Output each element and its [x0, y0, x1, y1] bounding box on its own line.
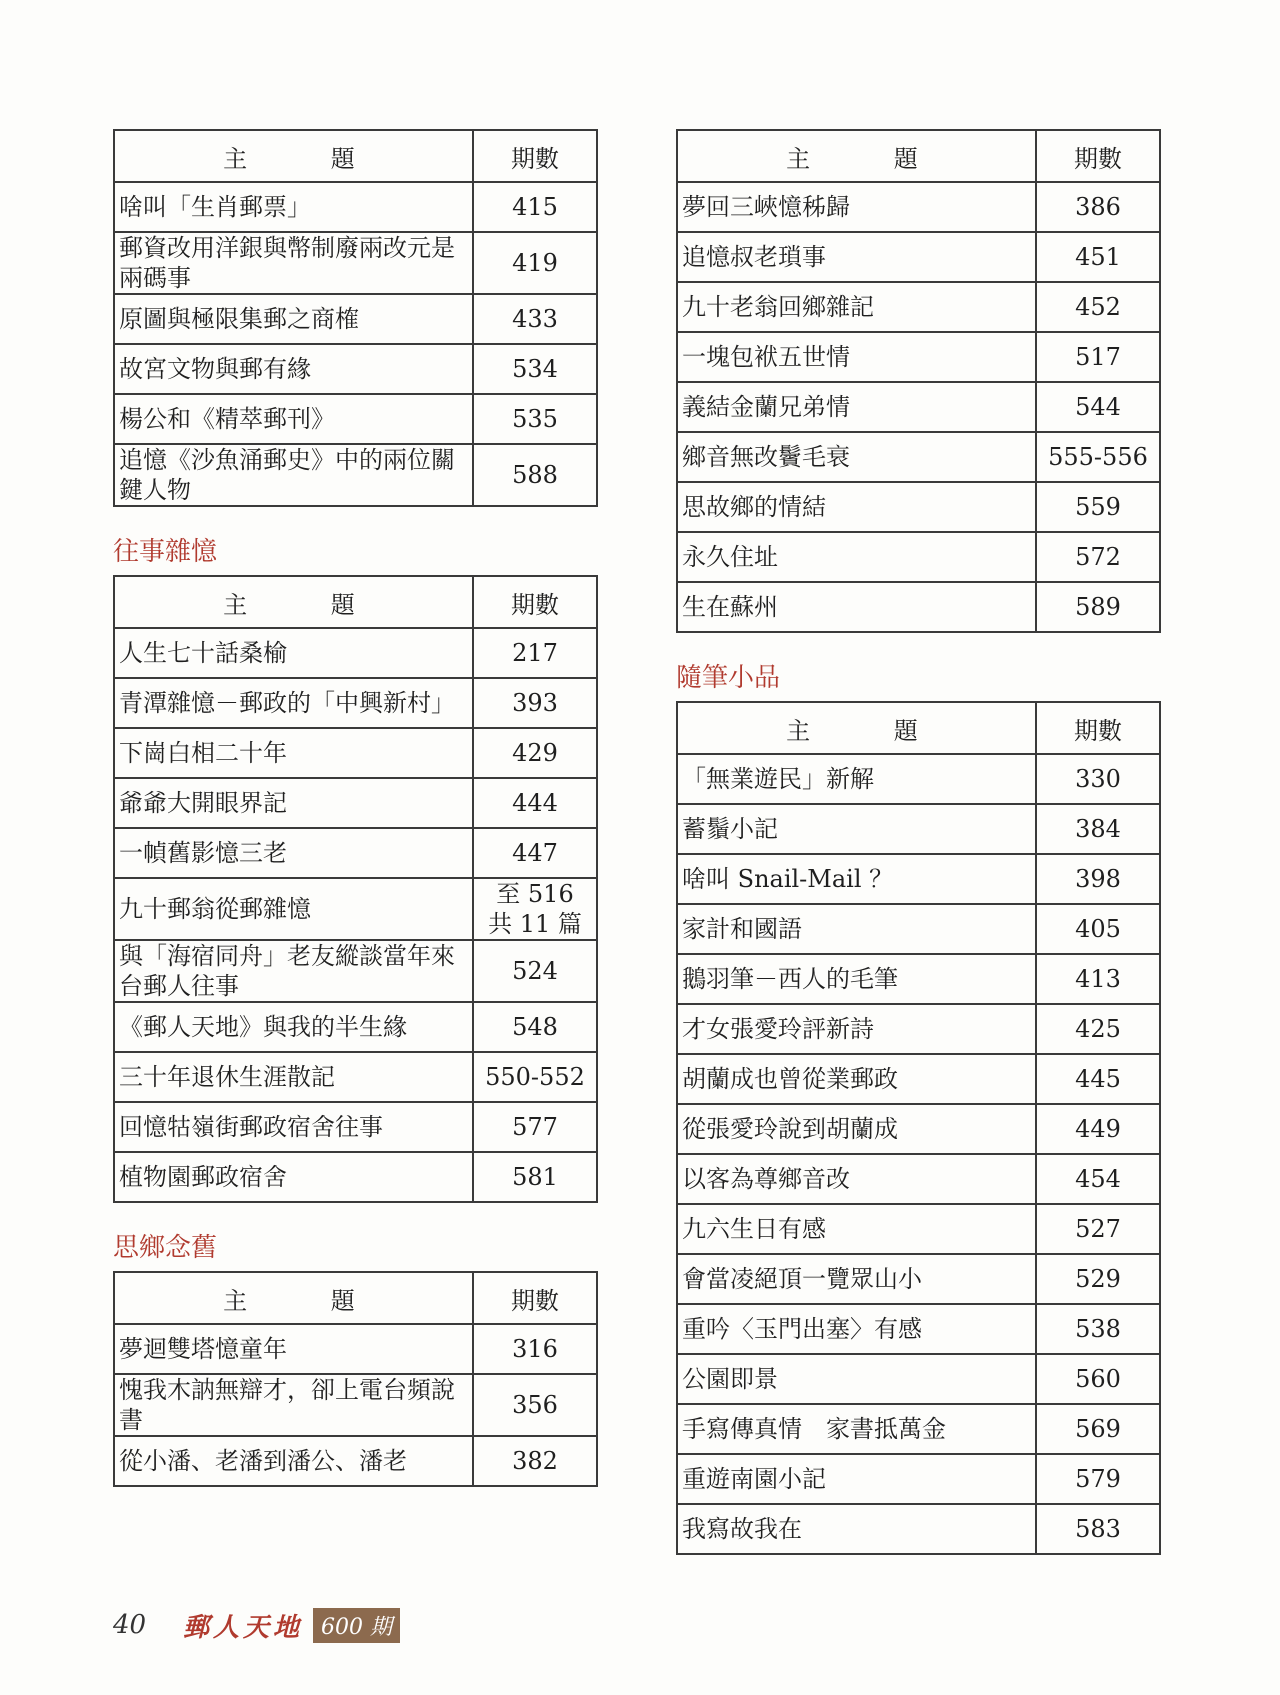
- table-row: [114, 232, 597, 294]
- article-title: 思故鄉的情結: [677, 482, 1036, 532]
- index-table: [113, 575, 598, 1203]
- article-title: 故宮文物與郵有緣: [114, 344, 473, 394]
- article-title: 《郵人天地》與我的半生緣: [114, 1002, 473, 1052]
- table-row: [114, 940, 597, 1002]
- article-title: 重吟〈玉門出塞〉有感: [677, 1304, 1036, 1354]
- issue-badge: 600 期: [313, 1608, 400, 1643]
- table-row: [114, 294, 597, 344]
- table-row: [677, 1204, 1160, 1254]
- issue-number: 413: [1036, 954, 1160, 1004]
- table-row: [114, 1002, 597, 1052]
- table-row: [677, 432, 1160, 482]
- table-row: [677, 1504, 1160, 1554]
- issue-number: 581: [473, 1152, 597, 1202]
- issue-number: 444: [473, 778, 597, 828]
- issue-number: 529: [1036, 1254, 1160, 1304]
- article-title: 生在蘇州: [677, 582, 1036, 632]
- table-row: [677, 954, 1160, 1004]
- issue-number: 356: [473, 1374, 597, 1436]
- issue-number: 589: [1036, 582, 1160, 632]
- issue-number: 577: [473, 1102, 597, 1152]
- table-row: [677, 582, 1160, 632]
- table-row: [677, 1354, 1160, 1404]
- topic-header: 主 題: [114, 1272, 473, 1324]
- table-row: [677, 1254, 1160, 1304]
- table-row: [677, 754, 1160, 804]
- table-header-row: [114, 1272, 597, 1324]
- article-title: 從小潘、老潘到潘公、潘老: [114, 1436, 473, 1486]
- issue-number: 384: [1036, 804, 1160, 854]
- table-row: [114, 628, 597, 678]
- table-row: [677, 532, 1160, 582]
- table-row: [114, 1324, 597, 1374]
- table-row: [677, 904, 1160, 954]
- table-row: [114, 1436, 597, 1486]
- table-row: [677, 332, 1160, 382]
- article-title: 家計和國語: [677, 904, 1036, 954]
- article-title: 三十年退休生涯散記: [114, 1052, 473, 1102]
- issue-number: 560: [1036, 1354, 1160, 1404]
- article-title: 啥叫「生肖郵票」: [114, 182, 473, 232]
- issue-number: 425: [1036, 1004, 1160, 1054]
- table-row: [114, 1102, 597, 1152]
- index-table: [113, 1271, 598, 1487]
- article-title: 「無業遊民」新解: [677, 754, 1036, 804]
- article-title: 重遊南園小記: [677, 1454, 1036, 1504]
- article-title: 從張愛玲說到胡蘭成: [677, 1104, 1036, 1154]
- article-title: 義結金蘭兄弟情: [677, 382, 1036, 432]
- table-row: [114, 1052, 597, 1102]
- issue-number: 569: [1036, 1404, 1160, 1454]
- article-title: 胡蘭成也曾從業郵政: [677, 1054, 1036, 1104]
- issue-number: 382: [473, 1436, 597, 1486]
- issue-number: 447: [473, 828, 597, 878]
- article-title: 爺爺大開眼界記: [114, 778, 473, 828]
- issue-number: 433: [473, 294, 597, 344]
- article-title: 鵝羽筆－西人的毛筆: [677, 954, 1036, 1004]
- left-column: [113, 129, 598, 1487]
- article-title: 愧我木訥無辯才，卻上電台頻說書: [114, 1374, 473, 1436]
- section-title: 思鄉念舊: [113, 1233, 218, 1263]
- table-row: [114, 344, 597, 394]
- issue-number: 544: [1036, 382, 1160, 432]
- index-table: [676, 701, 1161, 1555]
- section-title: 往事雜憶: [113, 537, 218, 567]
- issue-number: 419: [473, 232, 597, 294]
- article-title: 青潭雜憶－郵政的「中興新村」: [114, 678, 473, 728]
- table-row: [114, 778, 597, 828]
- article-title: 夢迴雙塔憶童年: [114, 1324, 473, 1374]
- issue-header: 期數: [473, 1272, 597, 1324]
- table-row: [677, 1304, 1160, 1354]
- table-header-row: [677, 130, 1160, 182]
- article-title: 一幀舊影憶三老: [114, 828, 473, 878]
- article-title: 鄉音無改鬢毛衰: [677, 432, 1036, 482]
- table-row: [114, 182, 597, 232]
- issue-number: 405: [1036, 904, 1160, 954]
- topic-header: 主 題: [677, 130, 1036, 182]
- issue-number: 至 516 共 11 篇: [473, 878, 597, 940]
- right-column: [676, 129, 1161, 1555]
- issue-number: 517: [1036, 332, 1160, 382]
- article-title: 以客為尊鄉音改: [677, 1154, 1036, 1204]
- issue-number: 429: [473, 728, 597, 778]
- table-row: [677, 1154, 1160, 1204]
- magazine-logo: 郵人天地: [183, 1612, 304, 1643]
- issue-number: 548: [473, 1002, 597, 1052]
- article-title: 夢回三峽憶秭歸: [677, 182, 1036, 232]
- table-row: [677, 1454, 1160, 1504]
- article-title: 一塊包袱五世情: [677, 332, 1036, 382]
- issue-number: 588: [473, 444, 597, 506]
- issue-header: 期數: [473, 576, 597, 628]
- table-row: [114, 394, 597, 444]
- table-header-row: [114, 576, 597, 628]
- table-row: [677, 804, 1160, 854]
- topic-header: 主 題: [114, 130, 473, 182]
- article-title: 人生七十話桑榆: [114, 628, 473, 678]
- section-title: 隨筆小品: [676, 663, 781, 693]
- issue-number: 579: [1036, 1454, 1160, 1504]
- issue-number: 555-556: [1036, 432, 1160, 482]
- issue-number: 524: [473, 940, 597, 1002]
- table-row: [114, 1152, 597, 1202]
- issue-number: 572: [1036, 532, 1160, 582]
- table-row: [677, 1404, 1160, 1454]
- table-row: [114, 1374, 597, 1436]
- page-number: 40: [113, 1610, 147, 1640]
- article-title: 啥叫 Snail-Mail ？: [677, 854, 1036, 904]
- issue-number: 449: [1036, 1104, 1160, 1154]
- article-title: 會當凌絕頂一覽眾山小: [677, 1254, 1036, 1304]
- issue-number: 451: [1036, 232, 1160, 282]
- article-title: 追憶叔老瑣事: [677, 232, 1036, 282]
- issue-number: 398: [1036, 854, 1160, 904]
- article-title: 下崗白相二十年: [114, 728, 473, 778]
- table-row: [677, 1004, 1160, 1054]
- article-title: 公園即景: [677, 1354, 1036, 1404]
- table-row: [114, 878, 597, 940]
- article-title: 與「海宿同舟」老友縱談當年來台郵人往事: [114, 940, 473, 1002]
- issue-number: 454: [1036, 1154, 1160, 1204]
- article-title: 蓄鬚小記: [677, 804, 1036, 854]
- table-row: [677, 282, 1160, 332]
- issue-number: 535: [473, 394, 597, 444]
- page-footer: [113, 1605, 400, 1645]
- table-row: [677, 1104, 1160, 1154]
- issue-header: 期數: [1036, 702, 1160, 754]
- issue-number: 386: [1036, 182, 1160, 232]
- issue-number: 559: [1036, 482, 1160, 532]
- issue-number: 415: [473, 182, 597, 232]
- article-title: 原圖與極限集郵之商榷: [114, 294, 473, 344]
- issue-number: 330: [1036, 754, 1160, 804]
- issue-number: 445: [1036, 1054, 1160, 1104]
- table-row: [114, 444, 597, 506]
- article-title: 才女張愛玲評新詩: [677, 1004, 1036, 1054]
- issue-header: 期數: [473, 130, 597, 182]
- table-row: [114, 678, 597, 728]
- article-title: 九六生日有感: [677, 1204, 1036, 1254]
- issue-number: 534: [473, 344, 597, 394]
- issue-number: 527: [1036, 1204, 1160, 1254]
- article-title: 手寫傳真情 家書抵萬金: [677, 1404, 1036, 1454]
- article-title: 楊公和《精萃郵刊》: [114, 394, 473, 444]
- issue-number: 538: [1036, 1304, 1160, 1354]
- topic-header: 主 題: [677, 702, 1036, 754]
- issue-number: 550-552: [473, 1052, 597, 1102]
- table-row: [677, 382, 1160, 432]
- article-title: 我寫故我在: [677, 1504, 1036, 1554]
- table-header-row: [677, 702, 1160, 754]
- index-table: [113, 129, 598, 507]
- table-row: [677, 854, 1160, 904]
- article-title: 植物園郵政宿舍: [114, 1152, 473, 1202]
- table-row: [677, 182, 1160, 232]
- table-row: [677, 232, 1160, 282]
- table-header-row: [114, 130, 597, 182]
- issue-number: 452: [1036, 282, 1160, 332]
- article-title: 郵資改用洋銀與幣制廢兩改元是兩碼事: [114, 232, 473, 294]
- article-title: 回憶牯嶺街郵政宿舍往事: [114, 1102, 473, 1152]
- table-row: [677, 482, 1160, 532]
- article-title: 九十郵翁從郵雜憶: [114, 878, 473, 940]
- table-row: [114, 828, 597, 878]
- issue-number: 316: [473, 1324, 597, 1374]
- table-row: [114, 728, 597, 778]
- issue-number: 583: [1036, 1504, 1160, 1554]
- index-table: [676, 129, 1161, 633]
- topic-header: 主 題: [114, 576, 473, 628]
- article-title: 永久住址: [677, 532, 1036, 582]
- article-title: 追憶《沙魚涌郵史》中的兩位關鍵人物: [114, 444, 473, 506]
- table-row: [677, 1054, 1160, 1104]
- issue-number: 393: [473, 678, 597, 728]
- article-title: 九十老翁回鄉雜記: [677, 282, 1036, 332]
- issue-number: 217: [473, 628, 597, 678]
- issue-header: 期數: [1036, 130, 1160, 182]
